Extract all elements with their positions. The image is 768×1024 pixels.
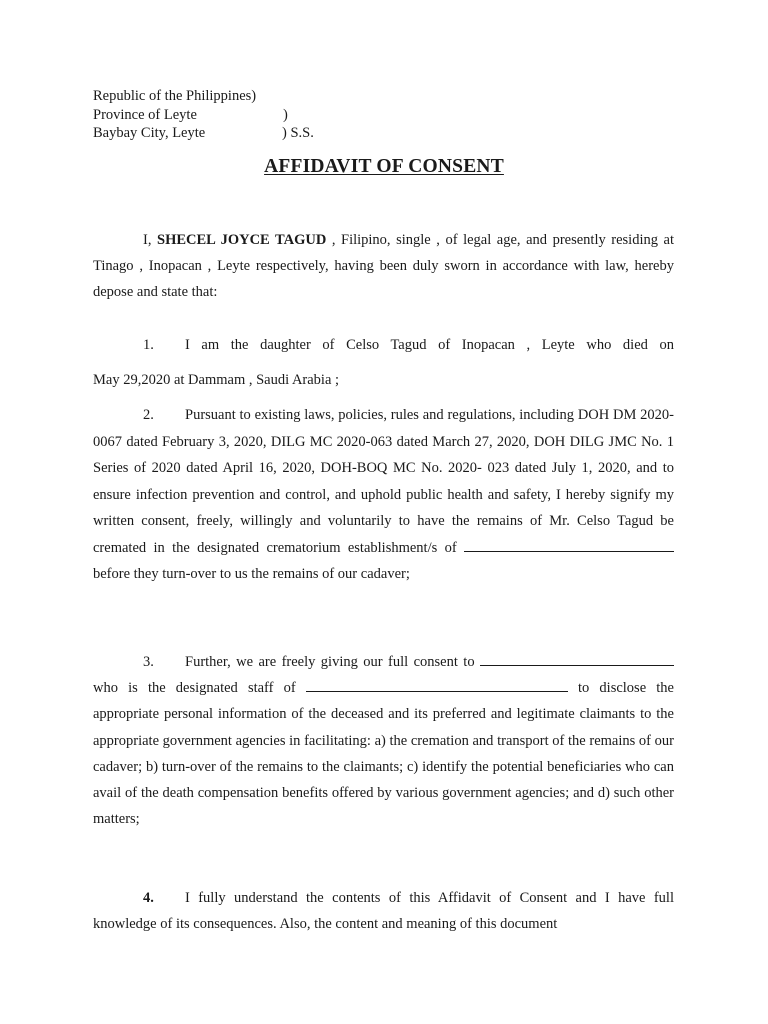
item-4-paragraph — [93, 885, 674, 937]
item-3-paragraph — [93, 649, 674, 832]
item-3-text-b: who is the designated staff of — [93, 680, 306, 697]
venue-block — [93, 87, 314, 143]
venue-city — [93, 124, 314, 143]
crematorium-blank-line[interactable] — [464, 550, 674, 552]
intro-text: , Filipino, single , of legal age, and presently residing at Tinago , Inopacan , Leyte respectively, having been duly sworn in accordance with law, hereby depose and state that: — [93, 232, 674, 300]
staff-name-blank-line[interactable] — [480, 664, 674, 666]
item-1-text: I am the daughter of Celso Tagud of Inopacan , Leyte who died on — [185, 337, 674, 353]
intro-prefix: I, — [143, 232, 157, 248]
item-1-text-2: May 29,2020 at Dammam , Saudi Arabia ; — [93, 372, 340, 388]
venue-city-text: Baybay City, Leyte — [93, 125, 206, 141]
item-2-text: Pursuant to existing laws, policies, rules and regulations, including DOH DM 2020-0067 dated February 3, 2020, DILG MC 2020-063 dated March 27, 2020, DOH DILG JMC No. 1 Series of 2020 dated April 16, 2020, DOH-BOQ MC No. 2020- 023 dated July 1, 2020, and to ensure infection prevention and control, and uphold public health and safety, I hereby signify my written consent, freely, willingly and voluntarily to have the remains of Mr. Celso Tagud be cremated in the designated crematorium establishment/s of — [93, 407, 674, 556]
venue-province-text: Province of Leyte — [93, 106, 197, 123]
item-1-number: 1. — [143, 337, 154, 353]
item-3-text-c: to disclose the appropriate personal information of the deceased and its preferred and legitimate claimants to the appropriate government agencies in facilitating: a) the cremation and transport of the remains of our cadaver; b) turn-over of the remains to the claimants; c) identify the potential beneficiaries who can avail of the death compensation benefits offered by various government agencies; and d) such other matters; — [93, 680, 674, 828]
item-3-text-a: Further, we are freely giving our full consent to — [185, 654, 480, 670]
document-title — [0, 156, 768, 178]
affiant-name: SHECEL JOYCE TAGUD — [157, 232, 327, 248]
item-4-text: I fully understand the contents of this Affidavit of Consent and I have full knowledge of its consequences. Also, the content and meaning of this document — [93, 890, 674, 932]
item-2-paragraph — [93, 402, 674, 588]
intro-paragraph — [93, 227, 674, 305]
item-1-continuation — [93, 367, 674, 393]
venue-republic-text: Republic of the Philippines) — [93, 88, 257, 104]
agency-blank-line[interactable] — [306, 690, 568, 692]
item-2-text-after: before they turn-over to us the remains of our cadaver; — [93, 566, 410, 582]
item-4-number: 4. — [143, 890, 154, 906]
document-title-text: AFFIDAVIT OF CONSENT — [264, 156, 504, 177]
item-1-paragraph — [93, 332, 674, 358]
item-2-number: 2. — [143, 407, 154, 423]
venue-city-suffix: ) S.S. — [282, 125, 314, 141]
venue-province — [93, 106, 288, 125]
venue-province-paren: ) — [283, 106, 288, 123]
item-3-number: 3. — [143, 654, 154, 670]
venue-republic — [93, 87, 256, 106]
